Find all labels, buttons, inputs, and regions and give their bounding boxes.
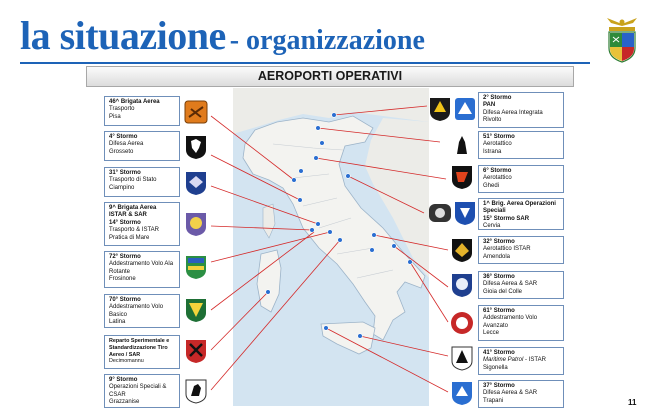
airbase-pratica — [310, 228, 315, 233]
line-gioia — [394, 246, 448, 287]
banner-title: AEROPORTI OPERATIVI — [86, 66, 574, 87]
airbase-extra-2 — [299, 169, 304, 174]
card-title: 70° Stormo — [109, 297, 141, 303]
airbase-trapani — [324, 326, 329, 331]
page-number: 11 — [628, 398, 637, 407]
card-title: 6° Stormo — [483, 168, 512, 174]
line-pratica — [211, 226, 312, 230]
airbase-ciampino — [316, 222, 321, 227]
squadron-badge-2-icon — [428, 96, 452, 122]
card-61-stormo — [478, 305, 564, 341]
airbase-amendola — [372, 233, 377, 238]
squadron-badge-36-icon — [450, 272, 474, 298]
card-line: Pisa — [109, 113, 121, 120]
card-line: Pratica di Mare — [109, 234, 150, 241]
card-title-secondary: PAN — [483, 102, 496, 109]
card-9-stormo — [104, 374, 180, 408]
squadron-badge-72-icon — [184, 254, 208, 280]
card-title: 2° Stormo — [483, 95, 512, 101]
card-line: Difesa Aerea & SAR — [483, 281, 538, 288]
squadron-badge-61-icon — [450, 310, 474, 336]
card-70-stormo — [104, 294, 180, 328]
squadron-badge-41-icon — [450, 345, 474, 371]
card-line: Aerotattico ISTAR — [483, 246, 531, 253]
card-line: Decimomannu — [109, 358, 144, 365]
line-istrana — [318, 128, 440, 142]
squadron-badge-9-icon — [184, 378, 208, 404]
card-32-stormo — [478, 236, 564, 264]
card-line-role — [483, 357, 559, 364]
card-title: 31° Stormo — [109, 170, 141, 176]
card-1-brigata — [478, 198, 564, 230]
airbase-lecce — [408, 260, 413, 265]
line-grosseto — [211, 155, 300, 200]
card-2-stormo — [478, 92, 564, 128]
airbase-decimomannu — [266, 290, 271, 295]
card-line: Ghedi — [483, 182, 500, 189]
card-line: Addestramento Volo Avanzato — [483, 315, 538, 329]
card-title: 32° Stormo — [483, 239, 515, 245]
card-line: Rivolto — [483, 117, 502, 124]
card-line: Frosinone — [109, 276, 136, 283]
card-4-stormo — [104, 131, 180, 161]
card-line: Difesa Aerea Integrata — [483, 109, 543, 116]
card-line: Amendola — [483, 253, 511, 260]
line-cervia — [348, 176, 424, 213]
line-ciampino — [211, 186, 318, 224]
card-line: Aerotattico — [483, 175, 512, 182]
squadron-badge-32-icon — [450, 237, 474, 263]
card-line: Istrana — [483, 148, 502, 155]
airbase-gioia — [392, 244, 397, 249]
card-line: Sigonella — [483, 364, 508, 371]
card-title: 51° Stormo — [483, 134, 515, 140]
card-title-secondary: 15° Stormo SAR — [483, 215, 530, 222]
airbase-sigonella — [358, 334, 363, 339]
airbase-pisa — [292, 178, 297, 183]
card-title: 72° Stormo — [109, 254, 141, 260]
card-line: Aerotattico — [483, 141, 512, 148]
airbase-extra-1 — [320, 141, 325, 146]
squadron-badge-reparto-icon — [184, 338, 208, 364]
card-line: Lecce — [483, 330, 500, 337]
line-decimomannu — [211, 292, 268, 350]
card-line: Grazzanise — [109, 399, 140, 406]
line-grazzanise — [211, 240, 340, 390]
airbase-rivolto — [332, 113, 337, 118]
card-line: Grosseto — [109, 148, 134, 155]
line-latina — [211, 232, 314, 310]
card-title: 41° Stormo — [483, 350, 515, 356]
card-line: Operazioni Speciali & CSAR — [109, 384, 167, 398]
card-72-stormo — [104, 251, 180, 288]
card-line: Trasporto di Stato — [109, 177, 157, 184]
squadron-badge-1-icon — [428, 200, 452, 226]
card-line: Latina — [109, 319, 126, 326]
card-line: Trasporto — [109, 106, 135, 113]
card-title: 36° Stormo — [483, 274, 515, 280]
line-rivolto — [334, 106, 427, 115]
card-line: Addestramento Volo Basico — [109, 304, 164, 318]
squadron-badge-51-icon — [450, 132, 474, 158]
squadron-badge-14-icon — [184, 211, 208, 237]
squadron-badge-37-icon — [450, 380, 474, 406]
card-title: 37° Stormo — [483, 383, 515, 389]
card-title: 4° Stormo — [109, 134, 138, 140]
line-frosinone — [211, 232, 330, 262]
card-line: Gioia del Colle — [483, 288, 523, 295]
card-title: 61° Stormo — [483, 308, 515, 314]
card-9-brigata — [104, 202, 180, 246]
card-31-stormo — [104, 167, 180, 197]
line-ghedi — [316, 158, 446, 179]
card-51-stormo — [478, 131, 564, 159]
airbase-cervia — [346, 174, 351, 179]
squadron-badge-46-icon — [184, 100, 208, 126]
card-title: 46^ Brigata Aerea — [109, 99, 160, 105]
card-line: Cervia — [483, 223, 501, 230]
card-line: Difesa Aerea — [109, 141, 144, 148]
pan-badge-icon — [453, 96, 477, 122]
line-pisa — [211, 116, 294, 180]
card-46-brigata — [104, 96, 180, 126]
card-reparto-sperimentale — [104, 335, 180, 369]
card-36-stormo — [478, 271, 564, 299]
airbase-ghedi — [314, 156, 319, 161]
card-title: 1^ Brig. Aerea Operazioni Speciali — [483, 201, 556, 215]
airbase-extra-3 — [370, 248, 375, 253]
card-line: Trasporto & ISTAR — [109, 227, 160, 234]
card-line: Trapani — [483, 397, 504, 404]
airbase-frosinone — [328, 230, 333, 235]
squadron-badge-31-icon — [184, 170, 208, 196]
airbase-istrana — [316, 126, 321, 131]
card-title: Reparto Sperimentale e Standardizzazione Tiro Aereo / SAR — [109, 338, 170, 358]
line-trapani — [326, 328, 448, 392]
line-amendola — [374, 235, 448, 250]
card-6-stormo — [478, 165, 564, 193]
card-italic-suffix: - ISTAR — [523, 357, 546, 364]
squadron-badge-70-icon — [184, 297, 208, 323]
card-title: 9° Stormo — [109, 377, 138, 383]
title-subtitle: - organizzazione — [229, 25, 425, 56]
airbase-grosseto — [298, 198, 303, 203]
squadron-badge-15-icon — [453, 200, 477, 226]
airbase-grazzanise — [338, 238, 343, 243]
card-title: 9^ Brigata Aerea ISTAR & SAR — [109, 205, 157, 219]
card-line: Addestramento Volo Ala Rotante — [109, 261, 174, 275]
squadron-badge-4-icon — [184, 134, 208, 160]
squadron-badge-6-icon — [450, 164, 474, 190]
card-italic: Maritime Patrol — [483, 357, 524, 364]
card-line: Ciampino — [109, 184, 135, 191]
line-lecce — [410, 262, 448, 322]
card-title-secondary: 14° Stormo — [109, 219, 141, 226]
card-37-stormo — [478, 380, 564, 408]
card-41-stormo — [478, 347, 564, 375]
card-line: Difesa Aerea & SAR — [483, 390, 538, 397]
title-main: la situazione — [20, 13, 226, 58]
